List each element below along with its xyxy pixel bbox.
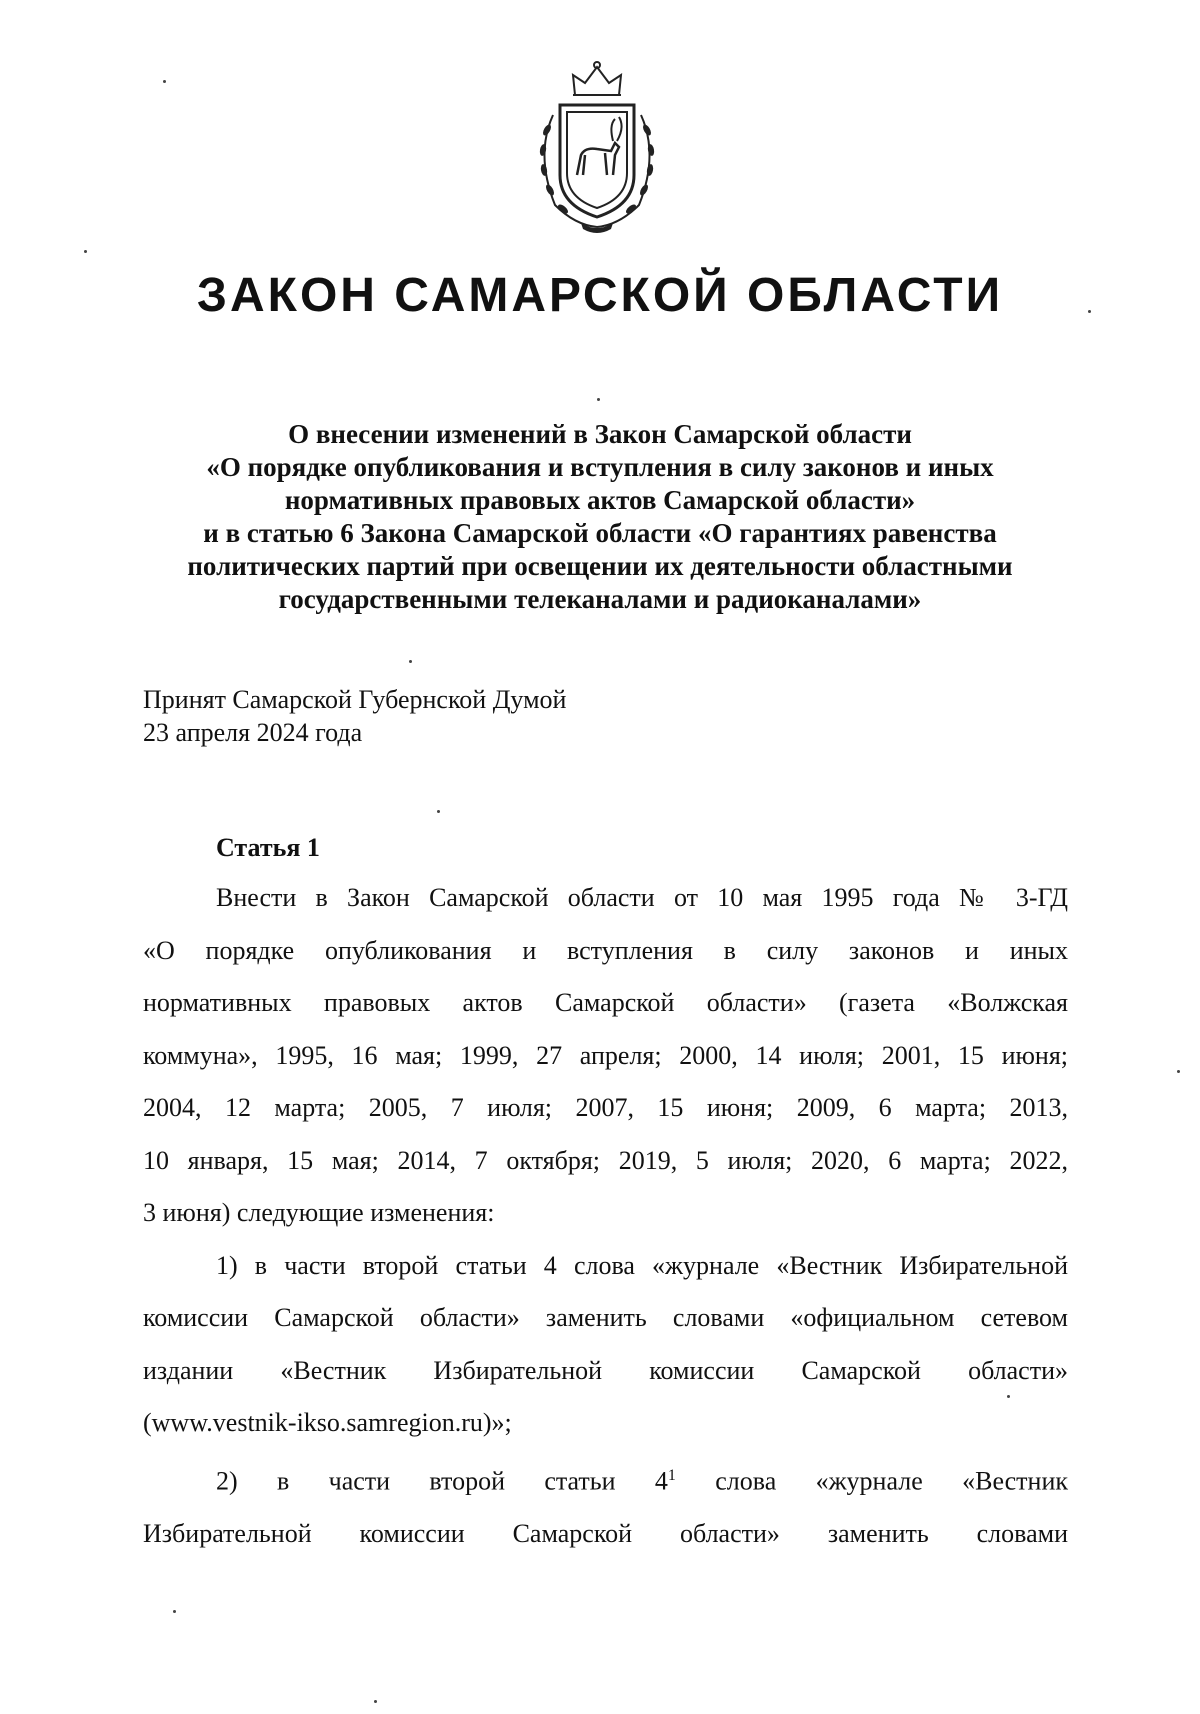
paragraph-line: 10 января, 15 мая; 2014, 7 октября; 2019, 5 июля; 2020, 6 марта; 2022, bbox=[143, 1145, 1068, 1175]
subtitle-line: политических партий при освещении их деятельности областными bbox=[187, 551, 1013, 581]
paragraph-line: нормативных правовых актов Самарской области» (газета «Волжская bbox=[143, 988, 1068, 1017]
item-line: 1) в части второй статьи 4 слова «журнале «Вестник Избирательной bbox=[216, 1250, 1068, 1280]
paragraph-line: 3 июня) следующие изменения: bbox=[143, 1198, 495, 1227]
subtitle-line: нормативных правовых актов Самарской области» bbox=[284, 485, 916, 515]
subtitle-line: О внесении изменений в Закон Самарской области bbox=[288, 419, 912, 449]
item2-prefix: 2) в части второй статьи 4 bbox=[216, 1466, 668, 1496]
item-line: издании «Вестник Избирательной комиссии Самарской области» bbox=[143, 1355, 1068, 1385]
adoption-body: Принят Самарской Губернской Думой bbox=[143, 685, 567, 714]
subtitle-line: «О порядке опубликования и вступления в силу законов и иных bbox=[206, 452, 994, 482]
scan-speck bbox=[173, 1610, 176, 1613]
adoption-date: 23 апреля 2024 года bbox=[143, 718, 363, 747]
paragraph-line: Внести в Закон Самарской области от 10 мая 1995 года № 3-ГД bbox=[216, 883, 1068, 912]
adoption-note bbox=[143, 683, 566, 749]
subtitle-line: и в статью 6 Закона Самарской области «О гарантиях равенства bbox=[203, 518, 997, 548]
item2-suffix: слова «журнале «Вестник bbox=[675, 1466, 1068, 1496]
article-heading: Статья 1 bbox=[216, 833, 320, 862]
scan-speck bbox=[84, 250, 87, 253]
law-subtitle bbox=[130, 418, 1070, 616]
paragraph-line: коммуна», 1995, 16 мая; 1999, 27 апреля; 2000, 14 июля; 2001, 15 июня; bbox=[143, 1040, 1068, 1070]
scan-speck bbox=[437, 810, 440, 813]
item2-superscript: 1 bbox=[667, 1466, 676, 1484]
scan-speck bbox=[597, 398, 600, 401]
scan-speck bbox=[374, 1700, 377, 1703]
scan-speck bbox=[409, 660, 412, 663]
subtitle-line: государственными телеканалами и радиоканалами» bbox=[278, 584, 922, 614]
item-line: Избирательной комиссии Самарской области» заменить словами bbox=[143, 1518, 1068, 1548]
scan-speck bbox=[1088, 310, 1091, 313]
law-title: ЗАКОН САМАРСКОЙ ОБЛАСТИ bbox=[196, 269, 1004, 322]
scan-speck bbox=[1007, 1395, 1010, 1398]
article-body bbox=[143, 872, 1068, 1560]
coat-of-arms-icon bbox=[515, 55, 680, 235]
paragraph-line: 2004, 12 марта; 2005, 7 июля; 2007, 15 июня; 2009, 6 марта; 2013, bbox=[143, 1093, 1068, 1122]
item-line: (www.vestnik-ikso.samregion.ru)»; bbox=[143, 1408, 512, 1437]
scan-speck bbox=[163, 80, 166, 83]
item-line: комиссии Самарской области» заменить словами «официальном сетевом bbox=[143, 1303, 1068, 1332]
paragraph-line: «О порядке опубликования и вступления в силу законов и иных bbox=[143, 935, 1068, 965]
item-line bbox=[143, 1450, 1068, 1508]
scan-speck bbox=[1177, 1070, 1180, 1073]
